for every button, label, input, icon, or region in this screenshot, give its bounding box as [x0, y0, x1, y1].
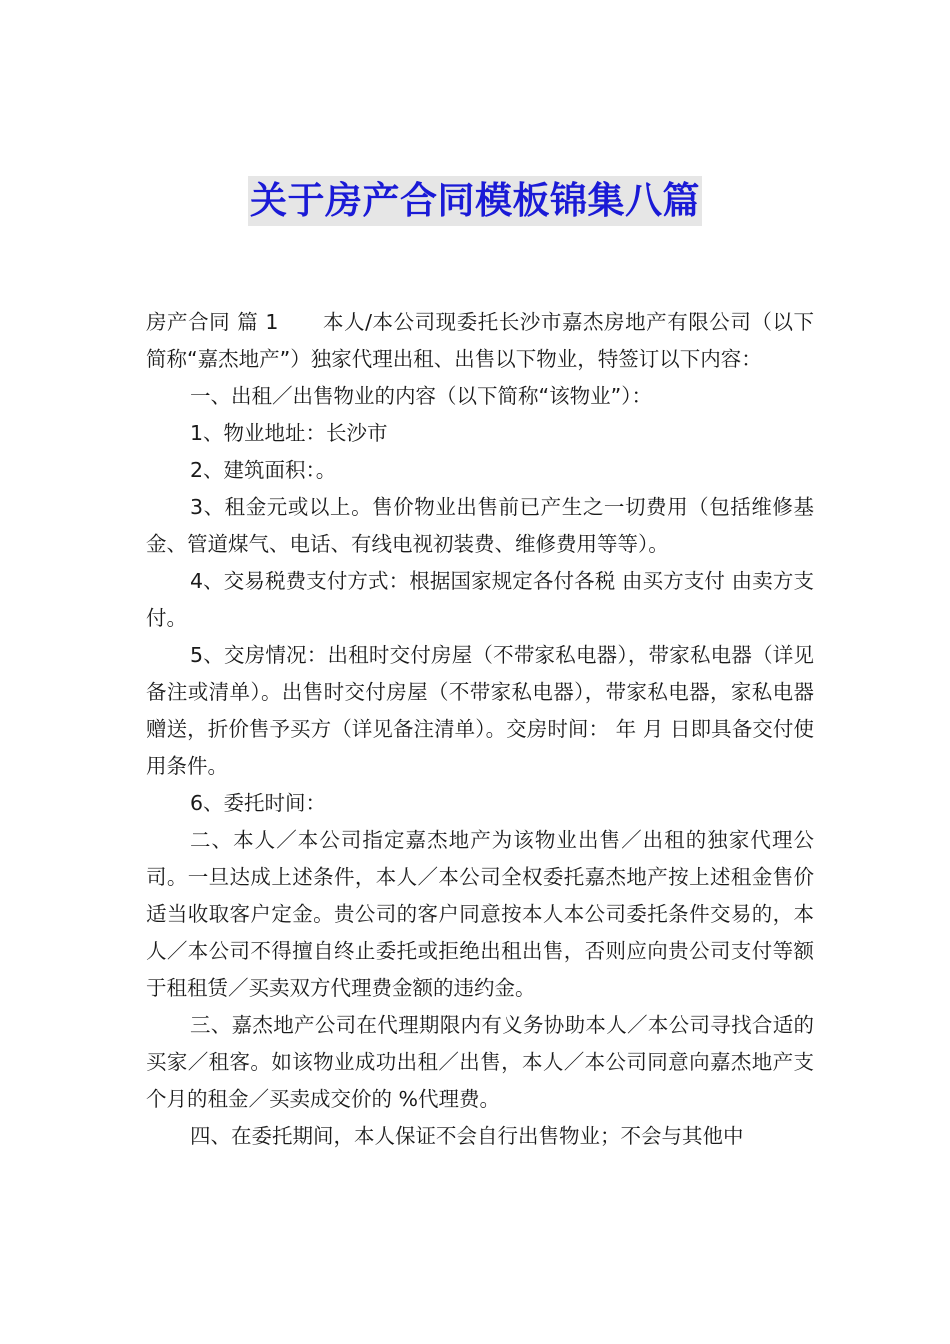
document-title: 关于房产合同模板锦集八篇 — [248, 176, 702, 226]
paragraph: 5、交房情况：出租时交付房屋（不带家私电器），带家私电器（详见备注或清单）。出售时交付房屋（不带家私电器），带家私电器，家私电器赠送，折价售予买方（详见备注清单）。交房时间： 年 月 日即具备交付使用条件。 — [146, 643, 814, 778]
paragraph: 2、建筑面积：。 — [190, 458, 337, 482]
section-label: 房产合同 篇 1 — [146, 310, 279, 334]
paragraph: 6、委托时间： — [190, 791, 327, 815]
title-container — [0, 176, 950, 226]
paragraph: 四、在委托期间，本人保证不会自行出售物业；不会与其他中 — [190, 1124, 744, 1148]
paragraph: 三、嘉杰地产公司在代理期限内有义务协助本人／本公司寻找合适的买家／租客。如该物业成功出租／出售，本人／本公司同意向嘉杰地产支 个月的租金／买卖成交价的 %代理费。 — [146, 1013, 814, 1111]
paragraph: 二、本人／本公司指定嘉杰地产为该物业出售／出租的独家代理公司。一旦达成上述条件，本人／本公司全权委托嘉杰地产按上述租金售价适当收取客户定金。贵公司的客户同意按本人本公司委托条件交易的，本人／本公司不得擅自终止委托或拒绝出租出售，否则应向贵公司支付等额于租租赁／买卖双方代理费金额的违约金。 — [146, 828, 814, 1000]
paragraph — [146, 304, 814, 378]
document-body — [146, 304, 814, 1155]
paragraph: 1、物业地址：长沙市 — [190, 421, 388, 445]
paragraph: 4、交易税费支付方式：根据国家规定各付各税 由买方支付 由卖方支付。 — [146, 569, 814, 630]
paragraph: 3、租金元或以上。售价物业出售前已产生之一切费用（包括维修基金、管道煤气、电话、有线电视初装费、维修费用等等）。 — [146, 495, 814, 556]
paragraph-text: 本人/本公司现委托长沙市嘉杰房地产有限公司（以下简称“嘉杰地产”）独家代理出租、出售以下物业，特签订以下内容： — [146, 310, 815, 371]
paragraph: 一、出租／出售物业的内容（以下简称“该物业”）： — [190, 384, 652, 408]
